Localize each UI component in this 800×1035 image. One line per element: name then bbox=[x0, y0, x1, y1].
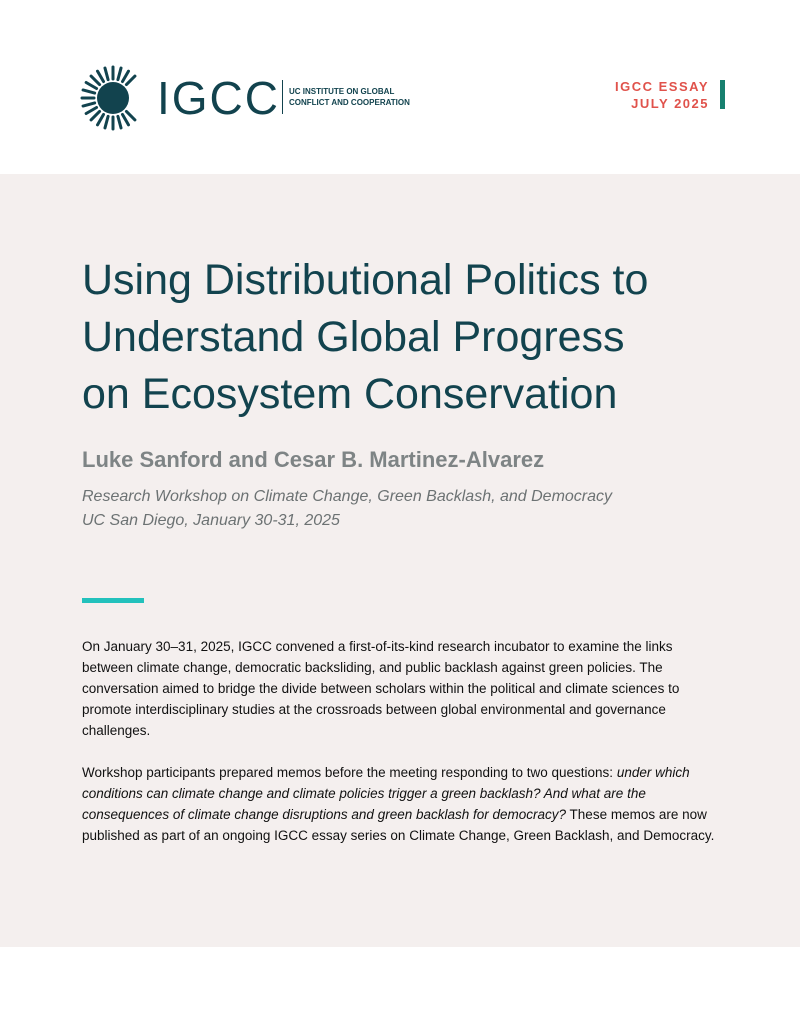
essay-series-label: IGCC ESSAY bbox=[615, 79, 709, 94]
logo-subtitle-line2: CONFLICT AND COOPERATION bbox=[289, 98, 410, 107]
igcc-logo-icon bbox=[80, 65, 146, 131]
footer bbox=[0, 947, 800, 1035]
title-line: on Ecosystem Conservation bbox=[82, 370, 618, 418]
title-line: Using Distributional Politics to bbox=[82, 256, 649, 304]
title-line: Understand Global Progress bbox=[82, 313, 625, 361]
cover-panel bbox=[0, 174, 800, 947]
essay-tag bbox=[615, 78, 709, 112]
workshop-location-date: UC San Diego, January 30-31, 2025 bbox=[82, 512, 340, 529]
workshop-info bbox=[82, 485, 612, 533]
header bbox=[0, 0, 800, 174]
logo-wordmark: IGCC bbox=[157, 72, 280, 124]
essay-tag-bar bbox=[720, 80, 725, 109]
essay-date: JULY 2025 bbox=[631, 96, 709, 111]
paragraph: On January 30–31, 2025, IGCC convened a first-of-its-kind research incubator to examine the links between climate change, democratic backsliding, and public backlash against green policies. The conversation aimed to bridge the divide between scholars within the political and climate sciences to promote interdisciplinary studies at the crossroads between global environmental and governance challenges. bbox=[82, 639, 680, 738]
logo-divider bbox=[282, 80, 283, 114]
intro-text bbox=[82, 636, 722, 867]
logo-subtitle-line1: UC INSTITUTE ON GLOBAL bbox=[289, 87, 395, 96]
paragraph: Workshop participants prepared memos before the meeting responding to two questions: under which conditions can climate change and climate policies trigger a green backlash? And what are the consequences of climate change disruptions and green backlash for democracy? These memos are now published as part of an ongoing IGCC essay series on Climate Change, Green Backlash, and Democracy. bbox=[82, 765, 715, 843]
accent-divider bbox=[82, 598, 144, 603]
authors: Luke Sanford and Cesar B. Martinez-Alvarez bbox=[82, 447, 545, 472]
page-title bbox=[82, 252, 742, 423]
workshop-name: Research Workshop on Climate Change, Green Backlash, and Democracy bbox=[82, 488, 613, 505]
logo-subtitle bbox=[289, 86, 410, 108]
